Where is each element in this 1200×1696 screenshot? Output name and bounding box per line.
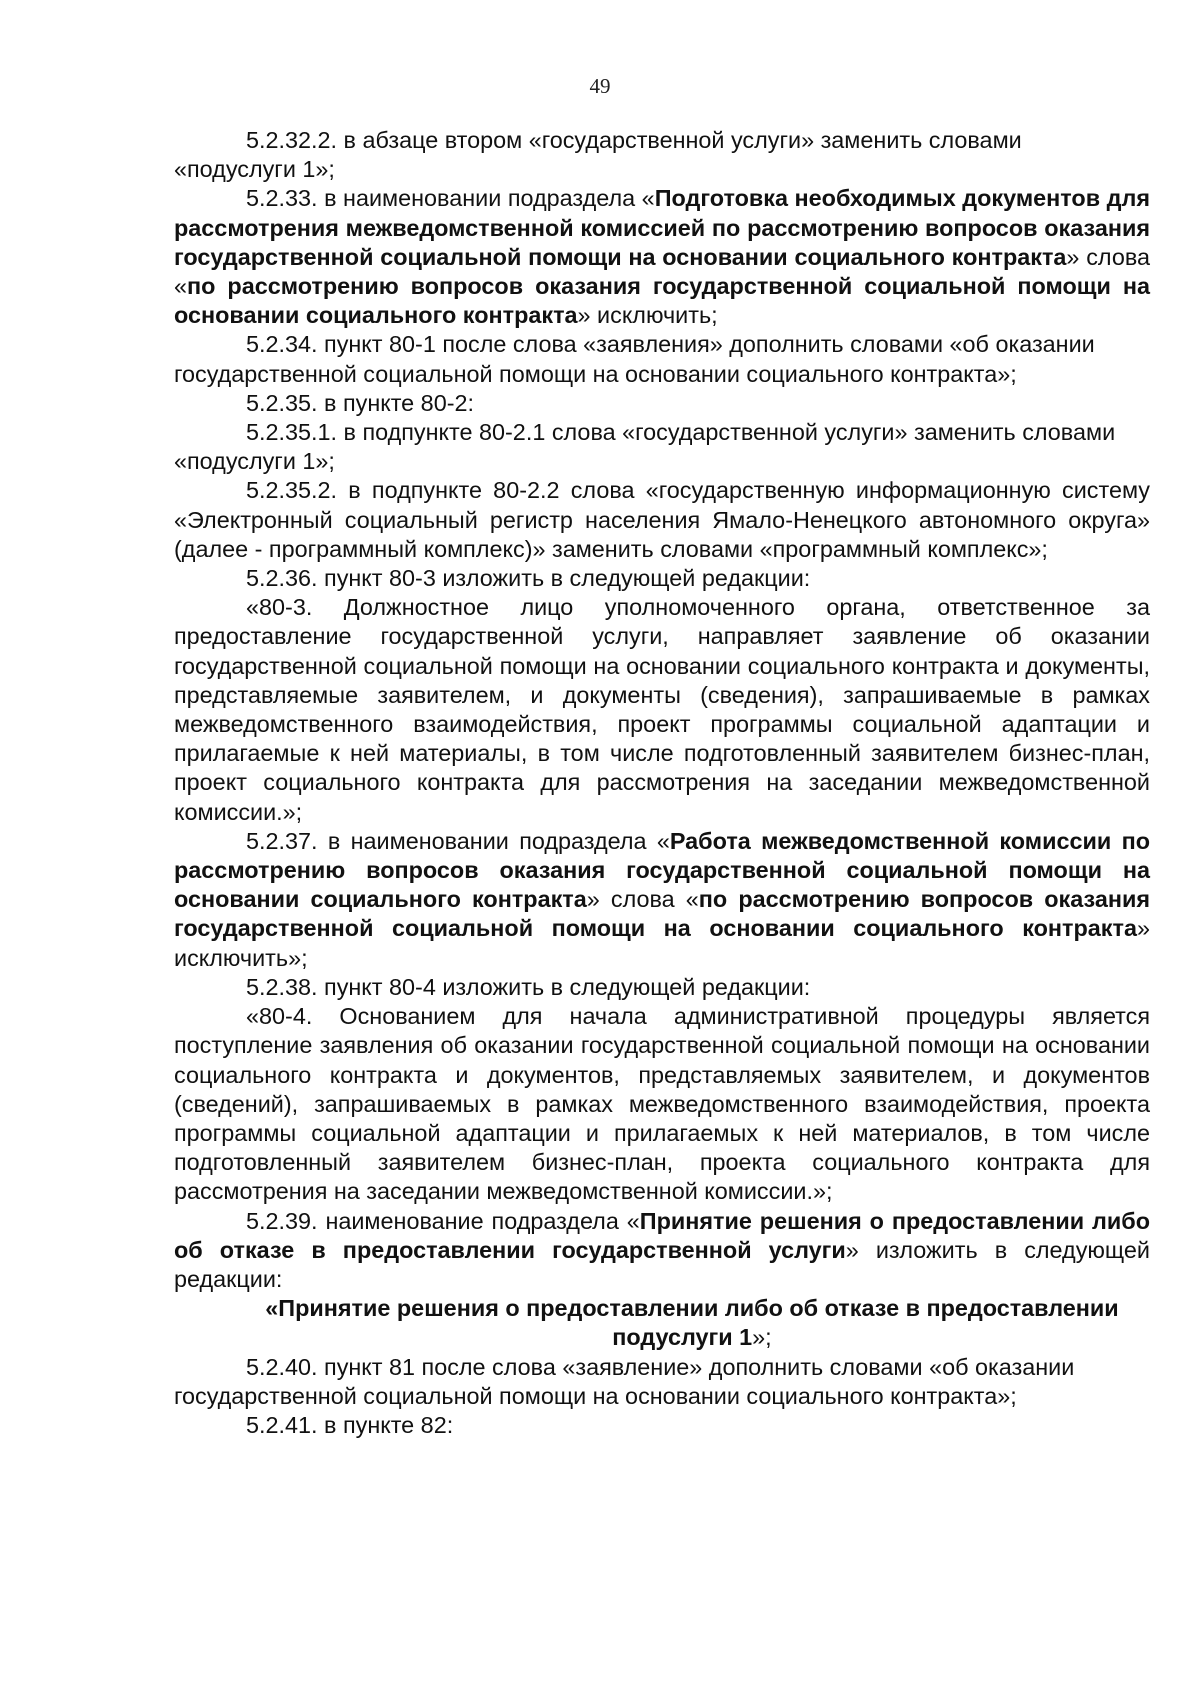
paragraph-text: » исключить; [577, 302, 718, 329]
new-subsection-title [174, 1294, 1150, 1352]
paragraph-5-2-36 [174, 564, 1150, 593]
bold-subsection-title: Принятие решения о предоставлении либо об отказе в предоставлении подуслуги 1 [278, 1295, 1119, 1351]
bold-quoted-phrase: по рассмотрению вопросов оказания государственной социальной помощи на основании социального контракта [174, 273, 1150, 329]
bold-subsection-title: Работа межведомственной комиссии по рассмотрению вопросов оказания государственной социальной помощи на основании социального контракта [174, 827, 1150, 913]
paragraph-text: «80-4. Основанием для начала административной процедуры является поступление заявления об оказании государственной социальной помощи на основании социального контракта и документов, представляемых заявителем, и документов (сведений), запрашиваемых в рамках межведомственного взаимодействия, проекта программы социальной адаптации и прилагаемых к ней материалов, в том числе подготовленный заявителем бизнес-план, проекта социального контракта для рассмотрения на заседании межведомственной комиссии.»; [174, 1003, 1150, 1205]
paragraph-text: » слова « [174, 243, 1150, 300]
paragraph-text: « [265, 1295, 279, 1322]
paragraph-text: 5.2.37. в наименовании подраздела « [246, 827, 670, 854]
paragraph-text: »; [752, 1324, 772, 1351]
paragraph-text: 5.2.32.2. в абзаце втором «государственной услуги» заменить словами «подуслуги 1»; [174, 127, 1022, 183]
bold-quoted-phrase: по рассмотрению вопросов оказания государственной социальной помощи на основании социального контракта [174, 886, 1150, 942]
paragraph-5-2-33 [174, 184, 1150, 330]
paragraph-text: 5.2.41. в пункте 82: [246, 1411, 454, 1438]
paragraph-text: 5.2.33. в наименовании подраздела « [246, 185, 655, 212]
paragraph-text: 5.2.35.1. в подпункте 80-2.1 слова «государственной услуги» заменить словами «подуслуги 1»; [174, 419, 1116, 475]
paragraph-5-2-38 [174, 973, 1150, 1002]
paragraph-text: 5.2.36. пункт 80-3 изложить в следующей редакции: [246, 565, 811, 592]
paragraph-text: » изложить в следующей редакции: [174, 1236, 1150, 1292]
paragraph-5-2-34 [174, 330, 1150, 388]
document-body [174, 126, 1150, 1440]
paragraph-text: 5.2.38. пункт 80-4 изложить в следующей редакции: [246, 973, 811, 1000]
paragraph-text: 5.2.40. пункт 81 после слова «заявление» дополнить словами «об оказании государственной социальной помощи на основании социального контракта»; [174, 1353, 1075, 1409]
paragraph-5-2-35-2 [174, 476, 1150, 564]
paragraph-5-2-40 [174, 1353, 1150, 1411]
paragraph-80-4-quote [174, 1002, 1150, 1206]
bold-subsection-title: Принятие решения о предоставлении либо об отказе в предоставлении государственной услуги [174, 1207, 1150, 1263]
paragraph-text: » исключить»; [174, 915, 1150, 971]
paragraph-5-2-32-2 [174, 126, 1150, 184]
paragraph-80-3-quote [174, 593, 1150, 827]
paragraph-5-2-37 [174, 827, 1150, 973]
page-number: 49 [589, 74, 611, 98]
paragraph-text: » слова « [586, 886, 699, 913]
paragraph-text: «80-3. Должностное лицо уполномоченного органа, ответственное за предоставление государственной услуги, направляет заявление об оказании государственной социальной помощи на основании социального контракта и документы, представляемые заявителем, и документы (сведения), запрашиваемые в рамках межведомственного взаимодействия, проект программы социальной адаптации и прилагаемые к ней материалы, в том числе подготовленный заявителем бизнес-план, проект социального контракта для рассмотрения на заседании межведомственной комиссии.»; [174, 594, 1150, 825]
paragraph-5-2-39 [174, 1207, 1150, 1295]
paragraph-5-2-35 [174, 389, 1150, 418]
paragraph-text: 5.2.35. в пункте 80-2: [246, 389, 475, 416]
paragraph-text: 5.2.34. пункт 80-1 после слова «заявления» дополнить словами «об оказании государственной социальной помощи на основании социального контракта»; [174, 331, 1095, 387]
paragraph-text: 5.2.35.2. в подпункте 80-2.2 слова «государственную информационную систему «Электронный социальный регистр населения Ямало-Ненецкого автономного округа» (далее - программный комплекс)» заменить словами «программный комплекс»; [174, 477, 1150, 562]
paragraph-5-2-35-1 [174, 418, 1150, 476]
paragraph-text: 5.2.39. наименование подраздела « [246, 1207, 640, 1234]
paragraph-5-2-41 [174, 1411, 1150, 1440]
bold-subsection-title: Подготовка необходимых документов для рассмотрения межведомственной комиссией по рассмотрению вопросов оказания государственной социальной помощи на основании социального контракта [174, 185, 1150, 270]
